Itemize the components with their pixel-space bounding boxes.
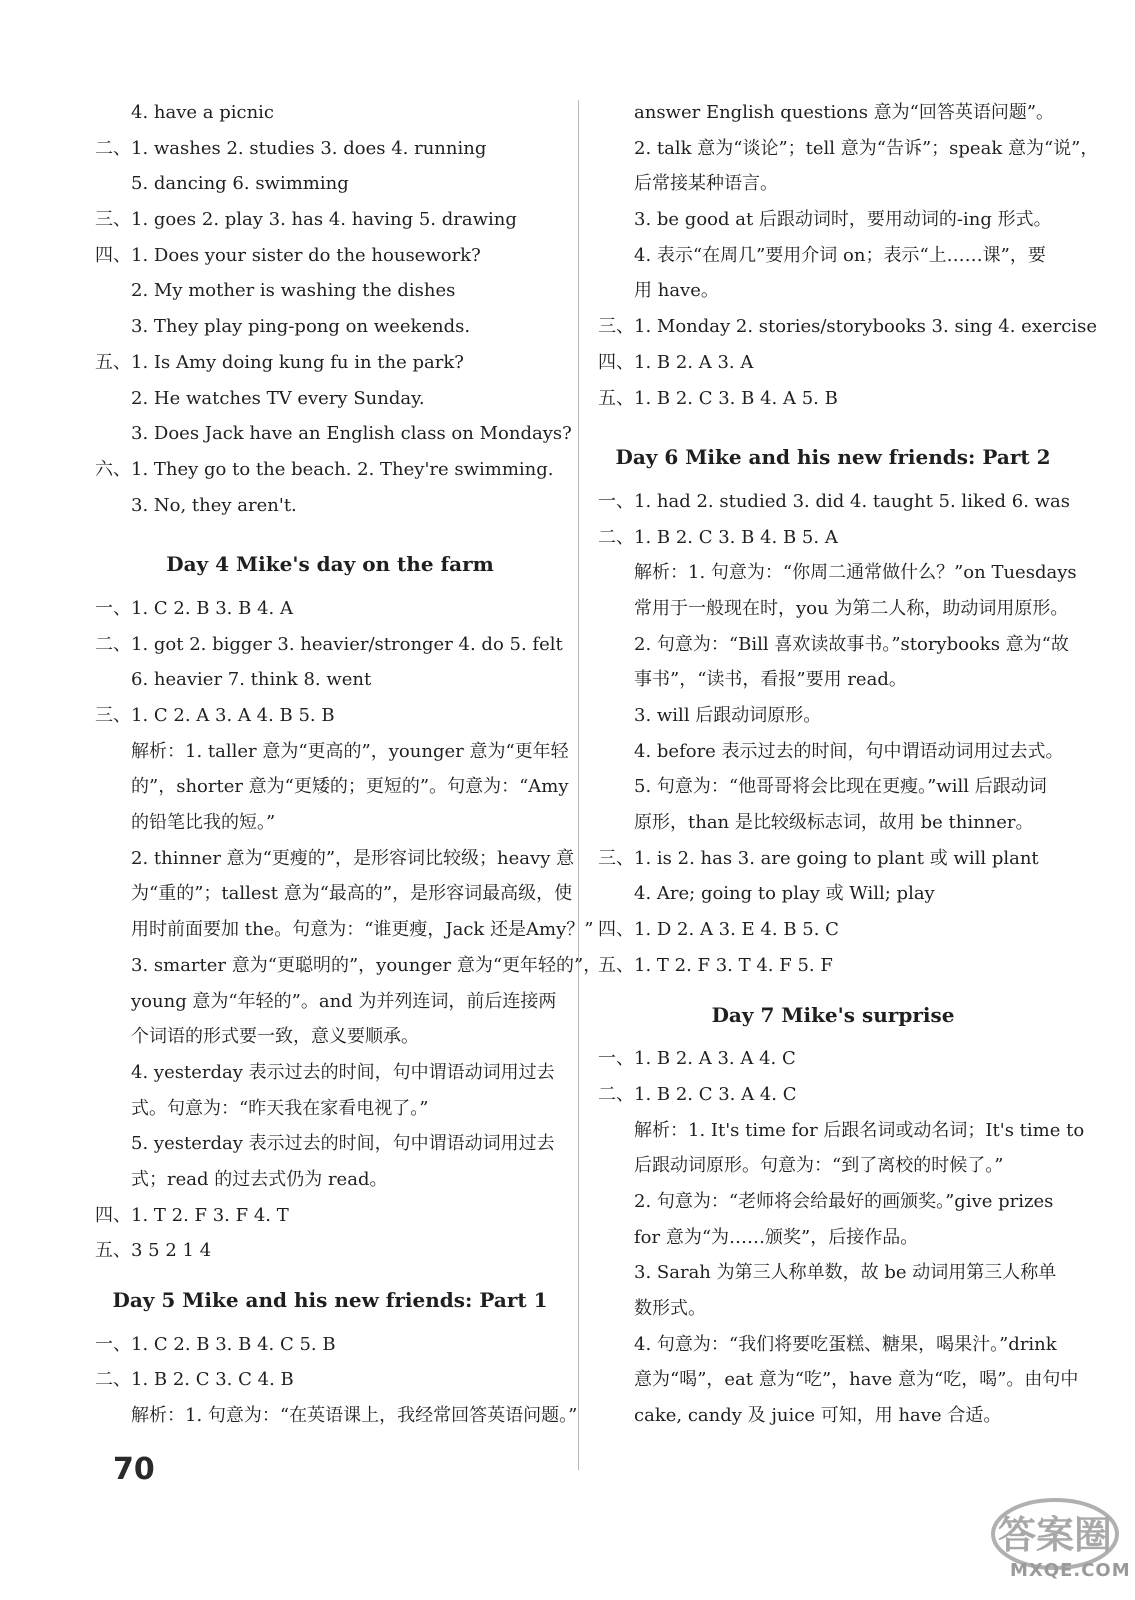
day7-lines xyxy=(598,1041,1085,1434)
answer-line: 的铅笔比我的短。” xyxy=(131,812,276,834)
answer-line: 3. will 后跟动词原形。 xyxy=(634,705,822,726)
answer-line: 二、1. got 2. bigger 3. heavier/stronger 4. do 5. felt xyxy=(95,633,563,655)
answer-line: 三、1. goes 2. play 3. has 4. having 5. drawing xyxy=(95,209,517,231)
answer-line: cake, candy 及 juice 可知，用 have 合适。 xyxy=(634,1405,1002,1427)
answer-line: 式；read 的过去式仍为 read。 xyxy=(131,1168,388,1190)
answer-line: 4. yesterday 表示过去的时间，句中谓语动词用过去 xyxy=(131,1061,555,1083)
column-divider xyxy=(578,100,579,1470)
day7-heading: Day 7 Mike's surprise xyxy=(711,1002,955,1027)
left-intro-lines xyxy=(95,95,572,523)
answer-line: 2. 句意为：“老师将会给最好的画颁奖。”give prizes xyxy=(634,1190,1054,1212)
answer-line: 5. dancing 6. swimming xyxy=(131,173,349,195)
answer-line: 4. 表示“在周几”要用介词 on；表示“上……课”，要 xyxy=(634,244,1046,266)
answer-line: 3. be good at 后跟动词时，要用动词的-ing 形式。 xyxy=(634,209,1052,231)
answer-line: 一、1. C 2. B 3. B 4. C 5. B xyxy=(95,1333,336,1355)
day4-lines xyxy=(95,591,602,1269)
right-intro-lines xyxy=(598,95,1099,416)
day5-lines xyxy=(95,1327,578,1434)
answer-line: 五、3 5 2 1 4 xyxy=(95,1240,212,1262)
watermark-logo-text: 答案圈 xyxy=(997,1513,1113,1557)
answer-line: 2. He watches TV every Sunday. xyxy=(131,387,425,409)
left-column xyxy=(95,95,602,1434)
answer-line: 事书”，“读书，看报”要用 read。 xyxy=(634,669,907,691)
page-number: 70 xyxy=(113,1452,155,1487)
answer-line: 三、1. is 2. has 3. are going to plant 或 will plant xyxy=(598,847,1039,869)
answer-line: 意为“喝”，eat 意为“吃”，have 意为“吃，喝”。由句中 xyxy=(634,1369,1079,1391)
answer-line: 解析：1. 句意为：“你周二通常做什么？”on Tuesdays xyxy=(634,562,1077,584)
answer-line: 五、1. B 2. C 3. B 4. A 5. B xyxy=(598,387,838,409)
answer-line: 五、1. Is Amy doing kung fu in the park? xyxy=(95,351,464,373)
answer-line: 后跟动词原形。句意为：“到了离校的时候了。” xyxy=(634,1155,1004,1177)
answer-line: 用 have。 xyxy=(634,280,719,302)
answer-line: 五、1. T 2. F 3. T 4. F 5. F xyxy=(598,954,833,976)
answer-line: 解析：1. 句意为：“在英语课上，我经常回答英语问题。” xyxy=(131,1405,578,1427)
answer-line: 一、1. C 2. B 3. B 4. A xyxy=(95,597,293,619)
watermark-url: MXQE.COM xyxy=(1010,1560,1131,1581)
answer-line: 5. 句意为：“他哥哥将会比现在更瘦。”will 后跟动词 xyxy=(634,776,1047,798)
answer-line: 2. talk 意为“谈论”；tell 意为“告诉”；speak 意为“说”， xyxy=(634,137,1099,159)
day4-heading: Day 4 Mike's day on the farm xyxy=(166,552,494,577)
answer-line: 四、1. T 2. F 3. F 4. T xyxy=(95,1204,289,1226)
answer-line: 一、1. had 2. studied 3. did 4. taught 5. liked 6. was xyxy=(598,490,1071,512)
answer-line: 个词语的形式要一致，意义要顺承。 xyxy=(131,1026,419,1048)
answer-line: 常用于一般现在时，you 为第二人称，助动词用原形。 xyxy=(634,597,1069,619)
answer-line: 三、1. C 2. A 3. A 4. B 5. B xyxy=(95,705,335,726)
answer-line: 原形，than 是比较级标志词，故用 be thinner。 xyxy=(634,812,1034,834)
answer-line: 六、1. They go to the beach. 2. They're swimming. xyxy=(95,458,554,480)
answer-line: 用时前面要加 the。句意为：“谁更瘦，Jack 还是Amy？” xyxy=(131,919,594,941)
answer-line: for 意为“为……颁奖”，后接作品。 xyxy=(634,1226,919,1248)
answer-line: 的”，shorter 意为“更矮的；更短的”。句意为：“Amy xyxy=(131,776,569,798)
answer-line: 解析：1. taller 意为“更高的”，younger 意为“更年轻 xyxy=(131,740,569,762)
answer-line: 3. smarter 意为“更聪明的”，younger 意为“更年轻的”， xyxy=(131,954,602,976)
answer-line: 四、1. Does your sister do the housework? xyxy=(95,244,481,266)
answer-line: 3. Does Jack have an English class on Mondays? xyxy=(131,423,572,445)
answer-line: 2. thinner 意为“更瘦的”，是形容词比较级；heavy 意 xyxy=(131,847,575,869)
answer-line: 二、1. B 2. C 3. C 4. B xyxy=(95,1369,294,1391)
day6-heading: Day 6 Mike and his new friends: Part 2 xyxy=(615,445,1051,470)
right-column xyxy=(598,95,1099,1434)
answer-line: 4. 句意为：“我们将要吃蛋糕、糖果，喝果汁。”drink xyxy=(634,1333,1057,1355)
answer-line: 4. before 表示过去的时间，句中谓语动词用过去式。 xyxy=(634,740,1064,762)
day6-lines xyxy=(598,484,1077,984)
answer-line: 四、1. B 2. A 3. A xyxy=(598,351,754,373)
answer-line: 4. have a picnic xyxy=(131,102,275,123)
answer-line: 5. yesterday 表示过去的时间，句中谓语动词用过去 xyxy=(131,1133,555,1155)
answer-line: young 意为“年轻的”。and 为并列连词，前后连接两 xyxy=(131,990,557,1012)
answer-line: 后常接某种语言。 xyxy=(634,173,778,195)
answer-line: 二、1. B 2. C 3. A 4. C xyxy=(598,1083,797,1105)
answer-line: 为“重的”；tallest 意为“最高的”，是形容词最高级，使 xyxy=(131,883,573,905)
answer-line: 3. They play ping-pong on weekends. xyxy=(131,316,471,338)
answer-line: 三、1. Monday 2. stories/storybooks 3. sing 4. exercise xyxy=(598,316,1097,338)
day5-heading: Day 5 Mike and his new friends: Part 1 xyxy=(112,1288,548,1312)
answer-line: 2. My mother is washing the dishes xyxy=(131,280,456,302)
answer-line: answer English questions 意为“回答英语问题”。 xyxy=(634,102,1055,123)
answer-line: 解析：1. It's time for 后跟名词或动名词；It's time to xyxy=(634,1119,1085,1141)
answer-line: 式。句意为：“昨天我在家看电视了。” xyxy=(131,1097,429,1119)
answer-line: 四、1. D 2. A 3. E 4. B 5. C xyxy=(598,919,839,941)
answer-line: 3. No, they aren't. xyxy=(131,494,297,516)
answer-line: 2. 句意为：“Bill 喜欢读故事书。”storybooks 意为“故 xyxy=(634,633,1069,655)
answer-line: 一、1. B 2. A 3. A 4. C xyxy=(598,1048,796,1070)
answer-line: 6. heavier 7. think 8. went xyxy=(131,669,372,691)
answer-line: 二、1. B 2. C 3. B 4. B 5. A xyxy=(598,526,838,548)
answer-line: 4. Are; going to play 或 Will; play xyxy=(634,883,935,905)
answer-line: 二、1. washes 2. studies 3. does 4. running xyxy=(95,137,487,159)
answer-line: 数形式。 xyxy=(634,1298,706,1319)
answer-line: 3. Sarah 为第三人称单数，故 be 动词用第三人称单 xyxy=(634,1262,1057,1284)
